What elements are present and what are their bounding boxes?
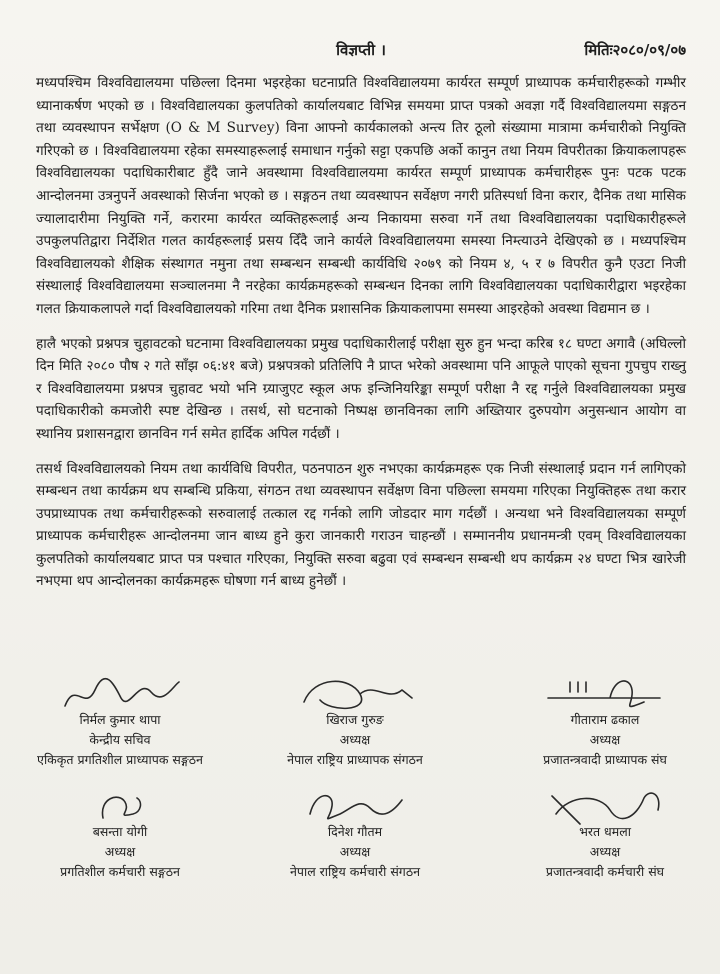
signatory-name: दिनेश गौतम bbox=[327, 824, 383, 839]
signatory-2 bbox=[255, 672, 455, 770]
signatory-name: निर्मल कुमार थापा bbox=[79, 712, 161, 727]
signatory-org: प्रगतिशील कर्मचारी सङ्गठन bbox=[60, 864, 180, 879]
signatory-role: अध्यक्ष bbox=[339, 732, 371, 747]
signatory-role: केन्द्रीय सचिव bbox=[89, 732, 151, 747]
signatory-role: अध्यक्ष bbox=[104, 844, 136, 859]
signatory-name: खिराज गुरुङ bbox=[326, 712, 384, 727]
signatory-org: नेपाल राष्ट्रिय प्राध्यापक संगठन bbox=[287, 752, 423, 767]
notice-title: विज्ञप्ती । bbox=[336, 41, 386, 59]
notice-date: मितिः२०८०/०९/०७ bbox=[584, 41, 686, 59]
notice-header bbox=[36, 40, 686, 66]
signatory-6 bbox=[500, 784, 710, 882]
signatory-name: गीताराम ढकाल bbox=[570, 712, 640, 727]
signatory-1 bbox=[20, 672, 220, 770]
paragraph-2: हालै भएको प्रश्नपत्र चुहावटको घटनामा विश्वविद्यालयका प्रमुख पदाधिकारीलाई परीक्षा सुरु हुन भन्दा करिब १८ घण्टा अगावै (अघिल्लो दिन मिति २०८० पौष २ गते साँझ ०६:४१ बजे) प्रश्नपत्रको प्रतिलिपि नै प्राप्त भरेको अवस्थामा पनि आफूले पाएको सूचना गुपचुप राख्नु र विश्वविद्यालयमा प्रश्नपत्र चुहावट भयो भनि ग्र्याजुएट स्कूल अफ इन्जिनियरिङ्का सम्पूर्ण परीक्षा नै रद्द गर्नुले विश्वविद्यालयका प्रमुख पदाधिकारीको कमजोरी स्पष्ट देखिन्छ । तसर्थ, सो घटनाको निष्पक्ष छानविनका लागि अख्तियार दुरुपयोग अनुसन्धान आयोग वा स्थानिय प्रशासनद्वारा छानविन गर्न समेत हार्दिक अपिल गर्दछौं । bbox=[36, 335, 686, 442]
signatory-org: नेपाल राष्ट्रिय कर्मचारी संगठन bbox=[289, 864, 421, 879]
signatory-org: एकिकृत प्रगतिशील प्राध्यापक सङ्गठन bbox=[37, 752, 203, 767]
signatory-3 bbox=[500, 672, 710, 770]
signatory-role: अध्यक्ष bbox=[339, 844, 371, 859]
signatory-role: अध्यक्ष bbox=[589, 844, 621, 859]
paragraph-3: तसर्थ विश्वविद्यालयको नियम तथा कार्यविधि विपरीत, पठनपाठन शुरु नभएका कार्यक्रमहरू एक निजी संस्थालाई प्रदान गर्न लागिएको सम्बन्धन तथा कार्यक्रम थप सम्बन्धि प्रकिया, संगठन तथा व्यवस्थापन सर्वेक्षण विना पछिल्ला समयमा गरिएका नियुक्तिहरू तथा करार उपप्राध्यापक तथा कर्मचारीहरूको सरुवालाई तत्काल रद्द गर्नको लागि जोडदार माग गर्दछौं । अन्यथा भने विश्वविद्यालयका सम्पूर्ण प्राध्यापक कर्मचारीहरू आन्दोलनमा जान बाध्य हुने कुरा जानकारी गराउन चाहन्छौं । सम्माननीय प्रधानमन्त्री एवम् विश्वविद्यालयका कुलपतिको कार्यालयबाट प्राप्त पत्र पश्चात गरिएका, नियुक्ति सरुवा बढुवा एवं सम्बन्धन सम्बन्धी थप कार्यक्रम २४ घण्टा भित्र खारेजी नभएमा थप आन्दोलनका कार्यक्रमहरू घोषणा गर्न बाध्य हुनेछौं । bbox=[36, 460, 686, 590]
signatory-5 bbox=[255, 784, 455, 882]
paragraph-1: मध्यपश्चिम विश्वविद्यालयमा पछिल्ला दिनमा भइरहेका घटनाप्रति विश्वविद्यालयमा कार्यरत सम्पूर्ण प्राध्यापक कर्मचारीहरूको गम्भीर ध्यानाकर्षण भएको छ । विश्वविद्यालयका कुलपतिको कार्यालयबाट विभिन्न समयमा प्राप्त पत्रको अवज्ञा गर्दै विश्वविद्यालयमा सङ्गठन तथा व्यवस्थापन सर्भेक्षण (O & M Survey) विना आफ्नो कार्यकालको अन्त्य तिर ठूलो संख्यामा मात्रामा कर्मचारीको नियुक्ति गरिएको छ । विश्वविद्यालयमा रहेका समस्याहरूलाई समाधान गर्नुको सट्टा एकपछि अर्को कानुन तथा नियम विपरीतका क्रियाकलापहरू विश्वविद्यालयका पदाधिकारीबाट हुँदै जाने अवस्थामा विश्वविद्यालयमा कार्यरत सम्पूर्ण प्राध्यापक कर्मचारीहरू पुनः पटक पटक आन्दोलनमा उत्रनुपर्ने अवस्थाको सिर्जना भएको छ । सङ्गठन तथा व्यवस्थापन सर्वेक्षण नगरी प्रतिस्पर्धा विना करार, दैनिक तथा मासिक ज्यालादारीमा नियुक्ति गर्ने, करारमा कार्यरत व्यक्तिहरूलाई अन्य निकायमा सरुवा गर्ने तथा विश्वविद्यालयका पदाधिकारीहरूले उपकुलपतिद्वारा निर्देशित गलत कार्यहरूलाई प्रसय दिँदै जाने कार्यले विश्वविद्यालयमा समस्या निम्त्याउने देखिएको छ । मध्यपश्चिम विश्वविद्यालयको शैक्षिक संस्थागत नमुना तथा सम्बन्धन सम्बन्धी कार्यविधि २०७९ को नियम ४, ५ र ७ विपरीत कुनै एउटा निजी संस्थालाई विश्वविद्यालयमा सञ्चालनमा नै नरहेका कार्यक्रमहरूको सम्बन्धन दिनका लागि विश्वविद्यालयका पदाधिकारीद्वारा भइरहेका गलत क्रियाकलापले गर्दा विश्वविद्यालयको गरिमा तथा दैनिक प्रशासनिक क्रियाकलापमा समस्या आइरहेको अवस्था विद्यमान छ । bbox=[36, 75, 686, 317]
signatory-name: बसन्ता योगी bbox=[92, 824, 148, 839]
notice-body bbox=[36, 72, 686, 593]
signatory-org: प्रजातन्त्रवादी प्राध्यापक संघ bbox=[543, 752, 667, 767]
signatory-role: अध्यक्ष bbox=[589, 732, 621, 747]
signatory-org: प्रजातन्त्रवादी कर्मचारी संघ bbox=[545, 864, 665, 879]
signatory-name: भरत धमला bbox=[579, 824, 631, 839]
signatory-4 bbox=[20, 784, 220, 882]
